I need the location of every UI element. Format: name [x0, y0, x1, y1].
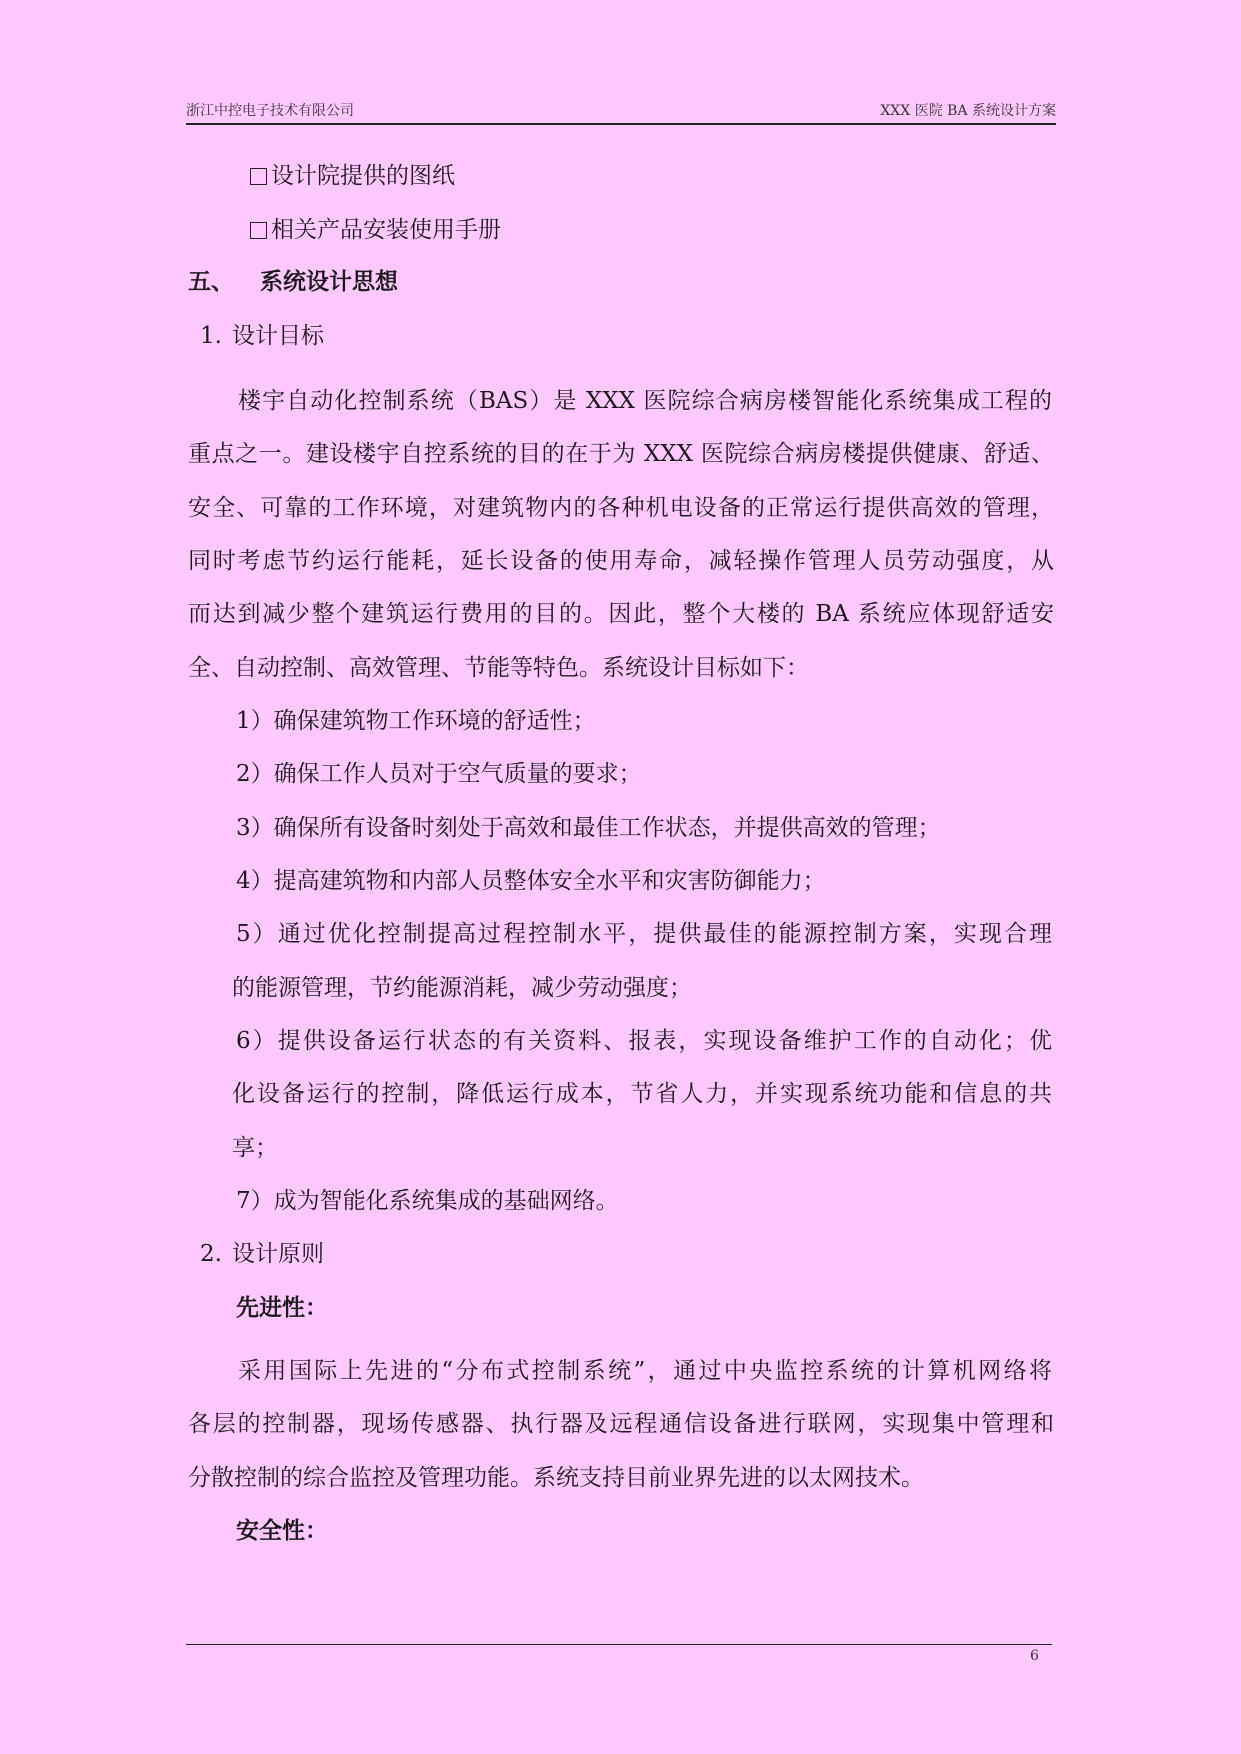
goal-item: [236, 865, 826, 897]
ref-item-label: 设计院提供的图纸: [271, 163, 455, 189]
goal-item: [236, 1025, 1052, 1057]
goal-item: [236, 918, 1052, 950]
goal-text: 确保所有设备时刻处于高效和最佳工作状态，并提供高效的管理；: [273, 815, 941, 841]
goal-number: 3）: [236, 815, 274, 841]
paragraph-line: 安全、可靠的工作环境，对建筑物内的各种机电设备的正常运行提供高效的管理，: [188, 495, 1054, 521]
subsection-heading-1: [200, 320, 324, 352]
goal-number: 4）: [236, 868, 274, 894]
paragraph-line: 楼宇自动化控制系统（BAS）是 XXX 医院综合病房楼智能化系统集成工程的: [238, 388, 1052, 414]
paragraph-line: 各层的控制器，现场传感器、执行器及远程通信设备进行联网，实现集中管理和: [188, 1411, 1054, 1437]
subsection-title: 设计目标: [231, 323, 324, 349]
paragraph-line: 采用国际上先进的“分布式控制系统”，通过中央监控系统的计算机网络将: [238, 1358, 1052, 1384]
goal-number: 5）: [236, 921, 278, 947]
section-number: 五、: [188, 269, 234, 295]
page-number: 6: [1030, 1648, 1039, 1664]
goal-text: 成为智能化系统集成的基础网络。: [273, 1188, 619, 1214]
subsection-title: 设计原则: [231, 1241, 324, 1267]
page-header: [186, 100, 1056, 122]
subsection-heading-2: [200, 1238, 324, 1270]
goal-text: 确保工作人员对于空气质量的要求；: [273, 761, 642, 787]
goal-item: [236, 812, 941, 844]
header-rule: [186, 123, 1056, 125]
checkbox-icon: [250, 222, 267, 239]
principle-heading-safety: 安全性：: [236, 1518, 328, 1544]
goal-text: 通过优化控制提高过程控制水平，提供最佳的能源控制方案，实现合理: [277, 921, 1052, 947]
goal-continuation: 享；: [232, 1135, 278, 1161]
ref-item-label: 相关产品安装使用手册: [271, 217, 501, 243]
subsection-number: 1.: [200, 323, 222, 349]
ref-item-drawings: [250, 160, 455, 192]
goal-text: 确保建筑物工作环境的舒适性；: [273, 708, 596, 734]
goal-number: 2）: [236, 761, 274, 787]
goal-item: [236, 758, 642, 790]
ref-item-manuals: [250, 214, 501, 246]
goal-number: 7）: [236, 1188, 274, 1214]
paragraph-line: 同时考虑节约运行能耗，延长设备的使用寿命，减轻操作管理人员劳动强度，从: [188, 548, 1054, 574]
section-heading: [188, 266, 398, 298]
header-company: 浙江中控电子技术有限公司: [186, 103, 354, 119]
section-title: 系统设计思想: [260, 269, 398, 295]
paragraph-line: 而达到减少整个建筑运行费用的目的。因此，整个大楼的 BA 系统应体现舒适安: [188, 601, 1054, 627]
goal-continuation: 的能源管理，节约能源消耗，减少劳动强度；: [232, 975, 692, 1001]
header-doc-title: XXX 医院 BA 系统设计方案: [880, 103, 1056, 119]
goal-item: [236, 705, 596, 737]
paragraph-line: 重点之一。建设楼宇自控系统的目的在于为 XXX 医院综合病房楼提供健康、舒适、: [188, 441, 1054, 467]
paragraph-line: 全、自动控制、高效管理、节能等特色。系统设计目标如下：: [188, 655, 809, 681]
paragraph-line: 分散控制的综合监控及管理功能。系统支持目前业界先进的以太网技术。: [188, 1465, 924, 1491]
goal-item: [236, 1185, 619, 1217]
subsection-number: 2.: [200, 1241, 222, 1267]
goal-text: 提高建筑物和内部人员整体安全水平和灾害防御能力；: [273, 868, 826, 894]
goal-continuation: 化设备运行的控制，降低运行成本，节省人力，并实现系统功能和信息的共: [232, 1081, 1052, 1107]
checkbox-icon: [250, 168, 267, 185]
goal-number: 6）: [236, 1028, 278, 1054]
principle-heading-advanced: 先进性：: [236, 1295, 328, 1321]
footer-rule: [186, 1644, 1052, 1645]
goal-number: 1）: [236, 708, 274, 734]
goal-text: 提供设备运行状态的有关资料、报表，实现设备维护工作的自动化；优: [277, 1028, 1052, 1054]
